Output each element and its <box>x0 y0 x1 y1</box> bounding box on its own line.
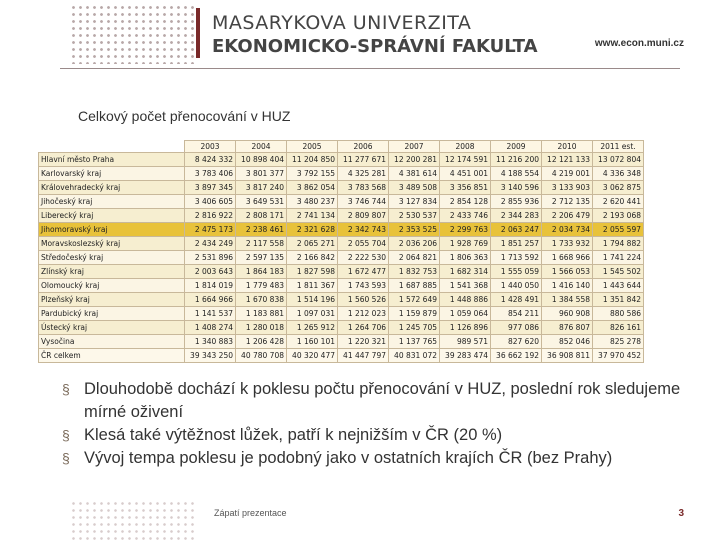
value-cell: 1 806 363 <box>440 251 491 265</box>
table-row <box>39 153 644 167</box>
value-cell: 2 854 128 <box>440 195 491 209</box>
value-cell: 989 571 <box>440 335 491 349</box>
value-cell: 1 572 649 <box>389 293 440 307</box>
region-name-cell: Středočeský kraj <box>39 251 185 265</box>
value-cell: 1 206 428 <box>236 335 287 349</box>
value-cell: 2 475 173 <box>185 223 236 237</box>
region-name-cell: Karlovarský kraj <box>39 167 185 181</box>
column-header: 2009 <box>491 141 542 153</box>
value-cell: 1 220 321 <box>338 335 389 349</box>
value-cell: 41 447 797 <box>338 349 389 363</box>
value-cell: 11 277 671 <box>338 153 389 167</box>
value-cell: 11 216 200 <box>491 153 542 167</box>
value-cell: 1 664 966 <box>185 293 236 307</box>
value-cell: 3 783 406 <box>185 167 236 181</box>
value-cell: 3 817 240 <box>236 181 287 195</box>
slide-header <box>0 0 720 70</box>
value-cell: 1 416 140 <box>542 279 593 293</box>
region-name-cell: Ústecký kraj <box>39 321 185 335</box>
table-row <box>39 223 644 237</box>
value-cell: 1 097 031 <box>287 307 338 321</box>
region-name-cell: Vysočina <box>39 335 185 349</box>
value-cell: 2 117 558 <box>236 237 287 251</box>
table-row <box>39 335 644 349</box>
value-cell: 1 265 912 <box>287 321 338 335</box>
value-cell: 3 746 744 <box>338 195 389 209</box>
value-cell: 1 137 765 <box>389 335 440 349</box>
table-row <box>39 307 644 321</box>
column-header: 2006 <box>338 141 389 153</box>
value-cell: 2 855 936 <box>491 195 542 209</box>
page-number: 3 <box>678 508 684 519</box>
table-row <box>39 279 644 293</box>
table-row <box>39 209 644 223</box>
value-cell: 4 381 614 <box>389 167 440 181</box>
value-cell: 1 245 705 <box>389 321 440 335</box>
logo-bar <box>196 8 200 58</box>
value-cell: 2 808 171 <box>236 209 287 223</box>
value-cell: 1 514 196 <box>287 293 338 307</box>
value-cell: 2 816 922 <box>185 209 236 223</box>
region-name-cell: Hlavní město Praha <box>39 153 185 167</box>
value-cell: 1 408 274 <box>185 321 236 335</box>
table-row <box>39 251 644 265</box>
region-name-cell: Pardubický kraj <box>39 307 185 321</box>
value-cell: 1 814 019 <box>185 279 236 293</box>
value-cell: 2 193 068 <box>593 209 644 223</box>
value-cell: 1 668 966 <box>542 251 593 265</box>
value-cell: 1 827 598 <box>287 265 338 279</box>
value-cell: 1 545 502 <box>593 265 644 279</box>
value-cell: 827 620 <box>491 335 542 349</box>
value-cell: 3 897 345 <box>185 181 236 195</box>
value-cell: 11 204 850 <box>287 153 338 167</box>
value-cell: 854 211 <box>491 307 542 321</box>
column-header: 2007 <box>389 141 440 153</box>
value-cell: 2 434 249 <box>185 237 236 251</box>
value-cell: 2 036 206 <box>389 237 440 251</box>
value-cell: 2 065 271 <box>287 237 338 251</box>
table-header-row <box>39 141 644 153</box>
faculty-name: EKONOMICKO-SPRÁVNÍ FAKULTA <box>212 36 538 57</box>
value-cell: 1 541 368 <box>440 279 491 293</box>
value-cell: 2 342 743 <box>338 223 389 237</box>
value-cell: 3 356 851 <box>440 181 491 195</box>
value-cell: 4 451 001 <box>440 167 491 181</box>
value-cell: 2 055 597 <box>593 223 644 237</box>
value-cell: 36 908 811 <box>542 349 593 363</box>
value-cell: 1 670 838 <box>236 293 287 307</box>
bullet-item: § Dlouhodobě dochází k poklesu počtu přenocování v HUZ, poslední rok sledujeme mírné oživení <box>62 378 702 424</box>
value-cell: 1 448 886 <box>440 293 491 307</box>
value-cell: 1 159 879 <box>389 307 440 321</box>
value-cell: 960 908 <box>542 307 593 321</box>
region-name-cell: ČR celkem <box>39 349 185 363</box>
region-name-cell: Jihočeský kraj <box>39 195 185 209</box>
value-cell: 2 741 134 <box>287 209 338 223</box>
value-cell: 2 530 537 <box>389 209 440 223</box>
value-cell: 1 741 224 <box>593 251 644 265</box>
value-cell: 1 443 644 <box>593 279 644 293</box>
value-cell: 2 238 461 <box>236 223 287 237</box>
value-cell: 2 531 896 <box>185 251 236 265</box>
value-cell: 12 174 591 <box>440 153 491 167</box>
value-cell: 1 851 257 <box>491 237 542 251</box>
bullet-list <box>62 378 702 470</box>
value-cell: 2 299 763 <box>440 223 491 237</box>
value-cell: 8 424 332 <box>185 153 236 167</box>
table-row <box>39 195 644 209</box>
value-cell: 2 222 530 <box>338 251 389 265</box>
value-cell: 10 898 404 <box>236 153 287 167</box>
value-cell: 2 034 734 <box>542 223 593 237</box>
region-name-cell: Jihomoravský kraj <box>39 223 185 237</box>
website-link[interactable]: www.econ.muni.cz <box>594 38 684 49</box>
value-cell: 2 166 842 <box>287 251 338 265</box>
value-cell: 2 321 628 <box>287 223 338 237</box>
value-cell: 852 046 <box>542 335 593 349</box>
value-cell: 826 161 <box>593 321 644 335</box>
column-header: 2003 <box>185 141 236 153</box>
value-cell: 2 344 283 <box>491 209 542 223</box>
value-cell: 1 280 018 <box>236 321 287 335</box>
value-cell: 1 794 882 <box>593 237 644 251</box>
value-cell: 1 682 314 <box>440 265 491 279</box>
value-cell: 40 780 708 <box>236 349 287 363</box>
value-cell: 1 928 769 <box>440 237 491 251</box>
university-name: MASARYKOVA UNIVERZITA <box>212 12 472 34</box>
table-row <box>39 349 644 363</box>
region-name-cell: Královehradecký kraj <box>39 181 185 195</box>
value-cell: 2 206 479 <box>542 209 593 223</box>
value-cell: 4 219 001 <box>542 167 593 181</box>
value-cell: 1 779 483 <box>236 279 287 293</box>
value-cell: 2 809 807 <box>338 209 389 223</box>
value-cell: 3 127 834 <box>389 195 440 209</box>
region-name-cell: Moravskoslezský kraj <box>39 237 185 251</box>
value-cell: 1 832 753 <box>389 265 440 279</box>
value-cell: 12 121 133 <box>542 153 593 167</box>
value-cell: 1 560 526 <box>338 293 389 307</box>
value-cell: 1 733 932 <box>542 237 593 251</box>
value-cell: 1 126 896 <box>440 321 491 335</box>
region-name-cell: Zlínský kraj <box>39 265 185 279</box>
value-cell: 2 712 135 <box>542 195 593 209</box>
value-cell: 880 586 <box>593 307 644 321</box>
value-cell: 2 063 247 <box>491 223 542 237</box>
header-divider <box>60 68 680 69</box>
value-cell: 1 672 477 <box>338 265 389 279</box>
value-cell: 3 489 508 <box>389 181 440 195</box>
value-cell: 977 086 <box>491 321 542 335</box>
value-cell: 1 384 558 <box>542 293 593 307</box>
value-cell: 1 160 101 <box>287 335 338 349</box>
value-cell: 4 325 281 <box>338 167 389 181</box>
value-cell: 12 200 281 <box>389 153 440 167</box>
table-row <box>39 321 644 335</box>
value-cell: 2 620 441 <box>593 195 644 209</box>
slide-title: Celkový počet přenocování v HUZ <box>78 108 291 124</box>
region-name-cell: Plzeňský kraj <box>39 293 185 307</box>
value-cell: 1 183 881 <box>236 307 287 321</box>
column-header: 2004 <box>236 141 287 153</box>
table-row <box>39 167 644 181</box>
region-name-cell: Liberecký kraj <box>39 209 185 223</box>
logo-dot-pattern <box>70 4 196 64</box>
value-cell: 3 062 875 <box>593 181 644 195</box>
value-cell: 4 188 554 <box>491 167 542 181</box>
table-row <box>39 237 644 251</box>
value-cell: 876 807 <box>542 321 593 335</box>
value-cell: 39 343 250 <box>185 349 236 363</box>
value-cell: 2 003 643 <box>185 265 236 279</box>
value-cell: 3 406 605 <box>185 195 236 209</box>
value-cell: 1 212 023 <box>338 307 389 321</box>
value-cell: 1 141 537 <box>185 307 236 321</box>
value-cell: 40 831 072 <box>389 349 440 363</box>
value-cell: 3 133 903 <box>542 181 593 195</box>
value-cell: 1 264 706 <box>338 321 389 335</box>
value-cell: 2 433 746 <box>440 209 491 223</box>
value-cell: 3 649 531 <box>236 195 287 209</box>
value-cell: 2 353 525 <box>389 223 440 237</box>
table-body <box>39 153 644 363</box>
column-header: 2008 <box>440 141 491 153</box>
footer-dot-pattern <box>70 500 196 540</box>
value-cell: 3 862 054 <box>287 181 338 195</box>
value-cell: 3 792 155 <box>287 167 338 181</box>
table-row <box>39 181 644 195</box>
value-cell: 1 566 053 <box>542 265 593 279</box>
table-corner-cell <box>39 141 185 153</box>
value-cell: 3 480 237 <box>287 195 338 209</box>
value-cell: 4 336 348 <box>593 167 644 181</box>
value-cell: 1 555 059 <box>491 265 542 279</box>
value-cell: 1 440 050 <box>491 279 542 293</box>
column-header: 2010 <box>542 141 593 153</box>
value-cell: 2 064 821 <box>389 251 440 265</box>
footer-text: Zápatí prezentace <box>214 508 287 518</box>
column-header: 2011 est. <box>593 141 644 153</box>
value-cell: 1 340 883 <box>185 335 236 349</box>
overnight-stays-table <box>38 140 644 363</box>
column-header: 2005 <box>287 141 338 153</box>
value-cell: 1 743 593 <box>338 279 389 293</box>
table-row <box>39 293 644 307</box>
value-cell: 1 428 491 <box>491 293 542 307</box>
value-cell: 1 351 842 <box>593 293 644 307</box>
table-row <box>39 265 644 279</box>
value-cell: 1 811 367 <box>287 279 338 293</box>
value-cell: 37 970 452 <box>593 349 644 363</box>
value-cell: 1 864 183 <box>236 265 287 279</box>
value-cell: 39 283 474 <box>440 349 491 363</box>
bullet-item: § Klesá také výtěžnost lůžek, patří k nejnižším v ČR (20 %) <box>62 424 702 447</box>
value-cell: 3 140 596 <box>491 181 542 195</box>
value-cell: 40 320 477 <box>287 349 338 363</box>
value-cell: 1 713 592 <box>491 251 542 265</box>
value-cell: 3 801 377 <box>236 167 287 181</box>
region-name-cell: Olomoucký kraj <box>39 279 185 293</box>
value-cell: 1 059 064 <box>440 307 491 321</box>
value-cell: 2 597 135 <box>236 251 287 265</box>
value-cell: 825 278 <box>593 335 644 349</box>
value-cell: 13 072 804 <box>593 153 644 167</box>
value-cell: 3 783 568 <box>338 181 389 195</box>
bullet-item: § Vývoj tempa poklesu je podobný jako v ostatních krajích ČR (bez Prahy) <box>62 447 702 470</box>
value-cell: 36 662 192 <box>491 349 542 363</box>
value-cell: 2 055 704 <box>338 237 389 251</box>
value-cell: 1 687 885 <box>389 279 440 293</box>
